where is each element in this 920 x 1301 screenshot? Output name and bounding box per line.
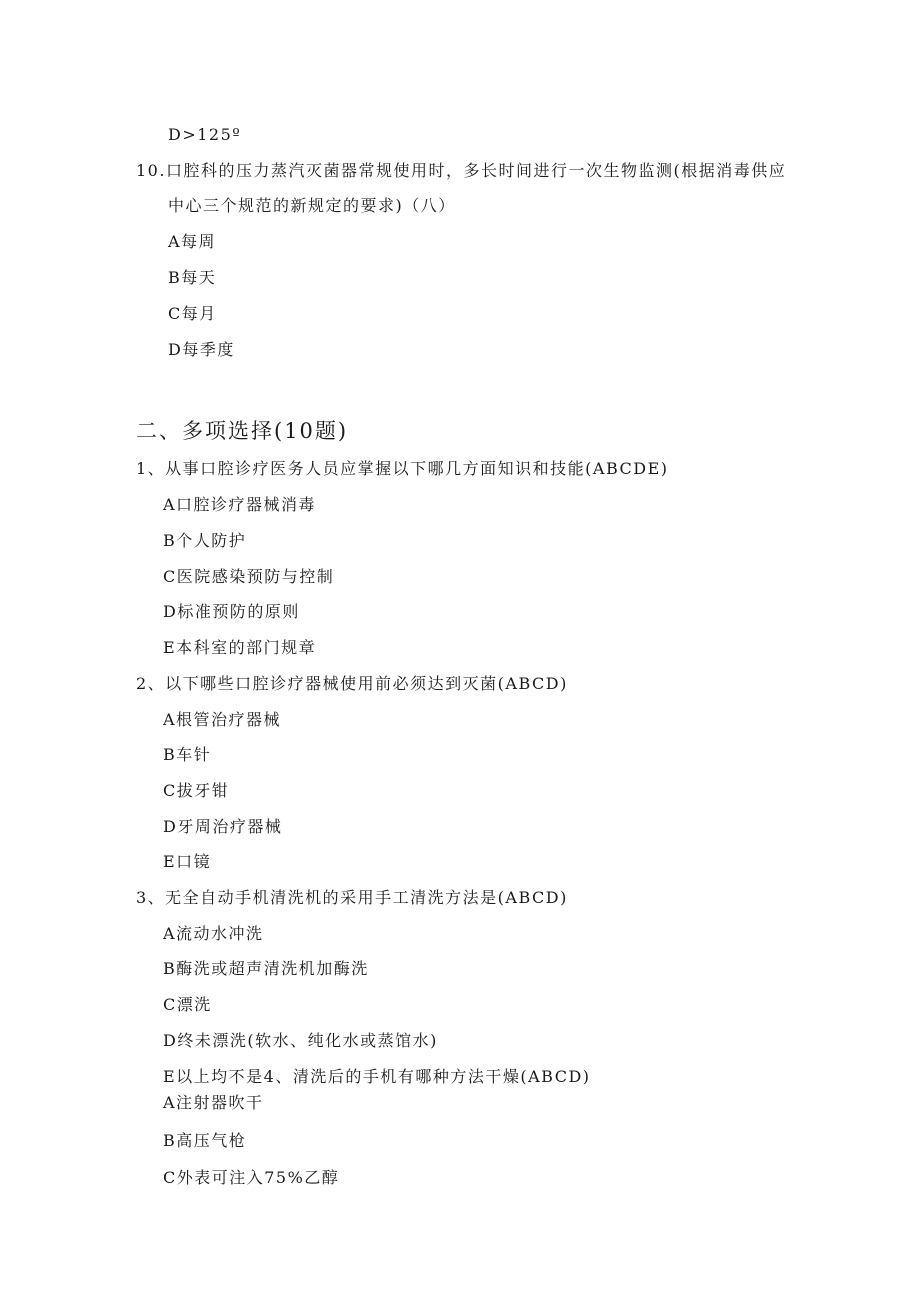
option-q2-a: A根管治疗器械 xyxy=(163,710,282,729)
option-q3-a: A流动水冲洗 xyxy=(163,924,264,943)
option-q1-c: C医院感染预防与控制 xyxy=(163,567,335,586)
question-3: 3、无全自动手机清洗机的采用手工清洗方法是(ABCD) xyxy=(136,888,568,907)
option-q3-e-and-question-4: E以上均不是4、清洗后的手机有哪种方法干燥(ABCD) xyxy=(163,1067,591,1086)
section-heading-multiple-choice: 二、多项选择(10题) xyxy=(136,419,349,443)
option-q2-b: B车针 xyxy=(163,745,212,764)
option-q10-c: C每月 xyxy=(168,304,217,323)
option-q3-c: C漂洗 xyxy=(163,995,212,1014)
option-q1-a: A口腔诊疗器械消毒 xyxy=(163,495,317,514)
question-1: 1、从事口腔诊疗医务人员应掌握以下哪几方面知识和技能(ABCDE) xyxy=(136,459,669,478)
option-q4-b: B高压气枪 xyxy=(163,1131,247,1150)
question-2: 2、以下哪些口腔诊疗器械使用前必须达到灭菌(ABCD) xyxy=(136,674,568,693)
option-q10-d: D每季度 xyxy=(168,340,235,359)
option-q3-b: B酶洗或超声清洗机加酶洗 xyxy=(163,959,369,978)
option-q1-d: D标准预防的原则 xyxy=(163,602,300,621)
option-q2-e: E口镜 xyxy=(163,852,212,871)
option-q1-e: E本科室的部门规章 xyxy=(163,638,317,657)
question-10-line-2: 中心三个规范的新规定的要求)（八） xyxy=(168,196,456,215)
option-q4-a: A注射器吹干 xyxy=(163,1093,264,1112)
option-q9-d: D>125º xyxy=(168,125,242,144)
option-q2-d: D牙周治疗器械 xyxy=(163,817,283,836)
option-q10-b: B每天 xyxy=(168,268,217,287)
option-q10-a: A每周 xyxy=(168,232,217,251)
option-q3-d: D终未漂洗(软水、纯化水或蒸馆水) xyxy=(163,1031,438,1050)
option-q4-c: C外表可注入75%乙醇 xyxy=(163,1168,340,1187)
question-10-line-1: 10.口腔科的压力蒸汽灭菌器常规使用时，多长时间进行一次生物监测(根据消毒供应 xyxy=(136,161,787,180)
option-q1-b: B个人防护 xyxy=(163,531,247,550)
option-q2-c: C拔牙钳 xyxy=(163,781,230,800)
